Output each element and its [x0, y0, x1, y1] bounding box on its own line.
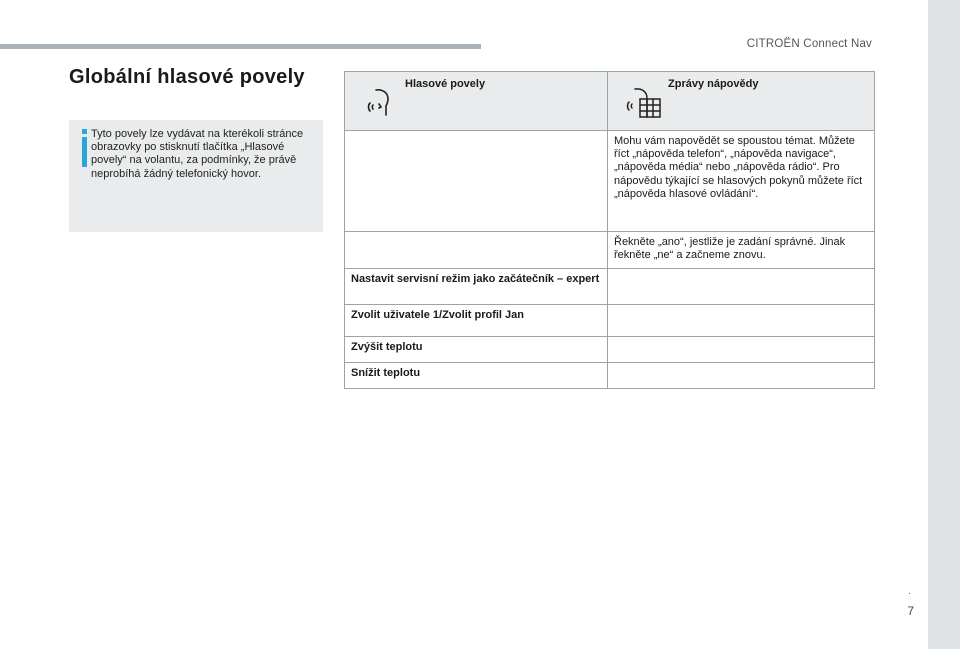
page-edge-strip	[928, 0, 960, 649]
header-help-messages-label: Zprávy nápovědy	[668, 78, 759, 90]
command-cell: Nastavit servisní režim jako začátečník – expert	[345, 269, 608, 305]
page-marker: .	[908, 586, 911, 597]
header-help-messages	[608, 72, 875, 131]
brand-label: CITROËN Connect Nav	[746, 38, 872, 50]
voice-help-icon	[626, 86, 662, 120]
command-cell: Zvýšit teplotu	[345, 337, 608, 363]
table-row	[345, 305, 875, 337]
header-rule	[0, 44, 481, 49]
header-voice-commands-label: Hlasové povely	[405, 78, 486, 90]
command-cell	[345, 131, 608, 232]
table-row	[345, 131, 875, 232]
table-row	[345, 269, 875, 305]
help-cell	[608, 269, 875, 305]
table-row	[345, 337, 875, 363]
command-cell: Snížit teplotu	[345, 363, 608, 389]
command-cell	[345, 232, 608, 269]
voice-command-table	[344, 71, 875, 389]
help-cell: Mohu vám napovědět se spoustou témat. Můžete říct „nápověda telefon“, „nápověda navigace“, „nápověda média“ nebo „nápověda rádio“. Pro nápovědu týkající se hlasových pokynů můžete říct „nápověda hlasové ovládání“.	[608, 131, 875, 232]
help-cell	[608, 337, 875, 363]
command-cell: Zvolit uživatele 1/Zvolit profil Jan	[345, 305, 608, 337]
help-cell	[608, 363, 875, 389]
header-voice-commands	[345, 72, 608, 131]
help-cell: Řekněte „ano“, jestliže je zadání správné. Jinak řekněte „ne“ a začneme znovu.	[608, 232, 875, 269]
help-cell	[608, 305, 875, 337]
table-row	[345, 363, 875, 389]
table-row	[345, 232, 875, 269]
info-icon	[79, 128, 91, 168]
voice-command-icon	[363, 86, 395, 118]
info-text: Tyto povely lze vydávat na kterékoli stránce obrazovky po stisknutí tlačítka „Hlasové povely“ na volantu, za podmínky, že právě neprobíhá žádný telefonický hovor.	[91, 128, 304, 180]
section-title: Globální hlasové povely	[69, 66, 305, 88]
page-number: 7	[907, 604, 914, 618]
info-box	[69, 120, 323, 232]
